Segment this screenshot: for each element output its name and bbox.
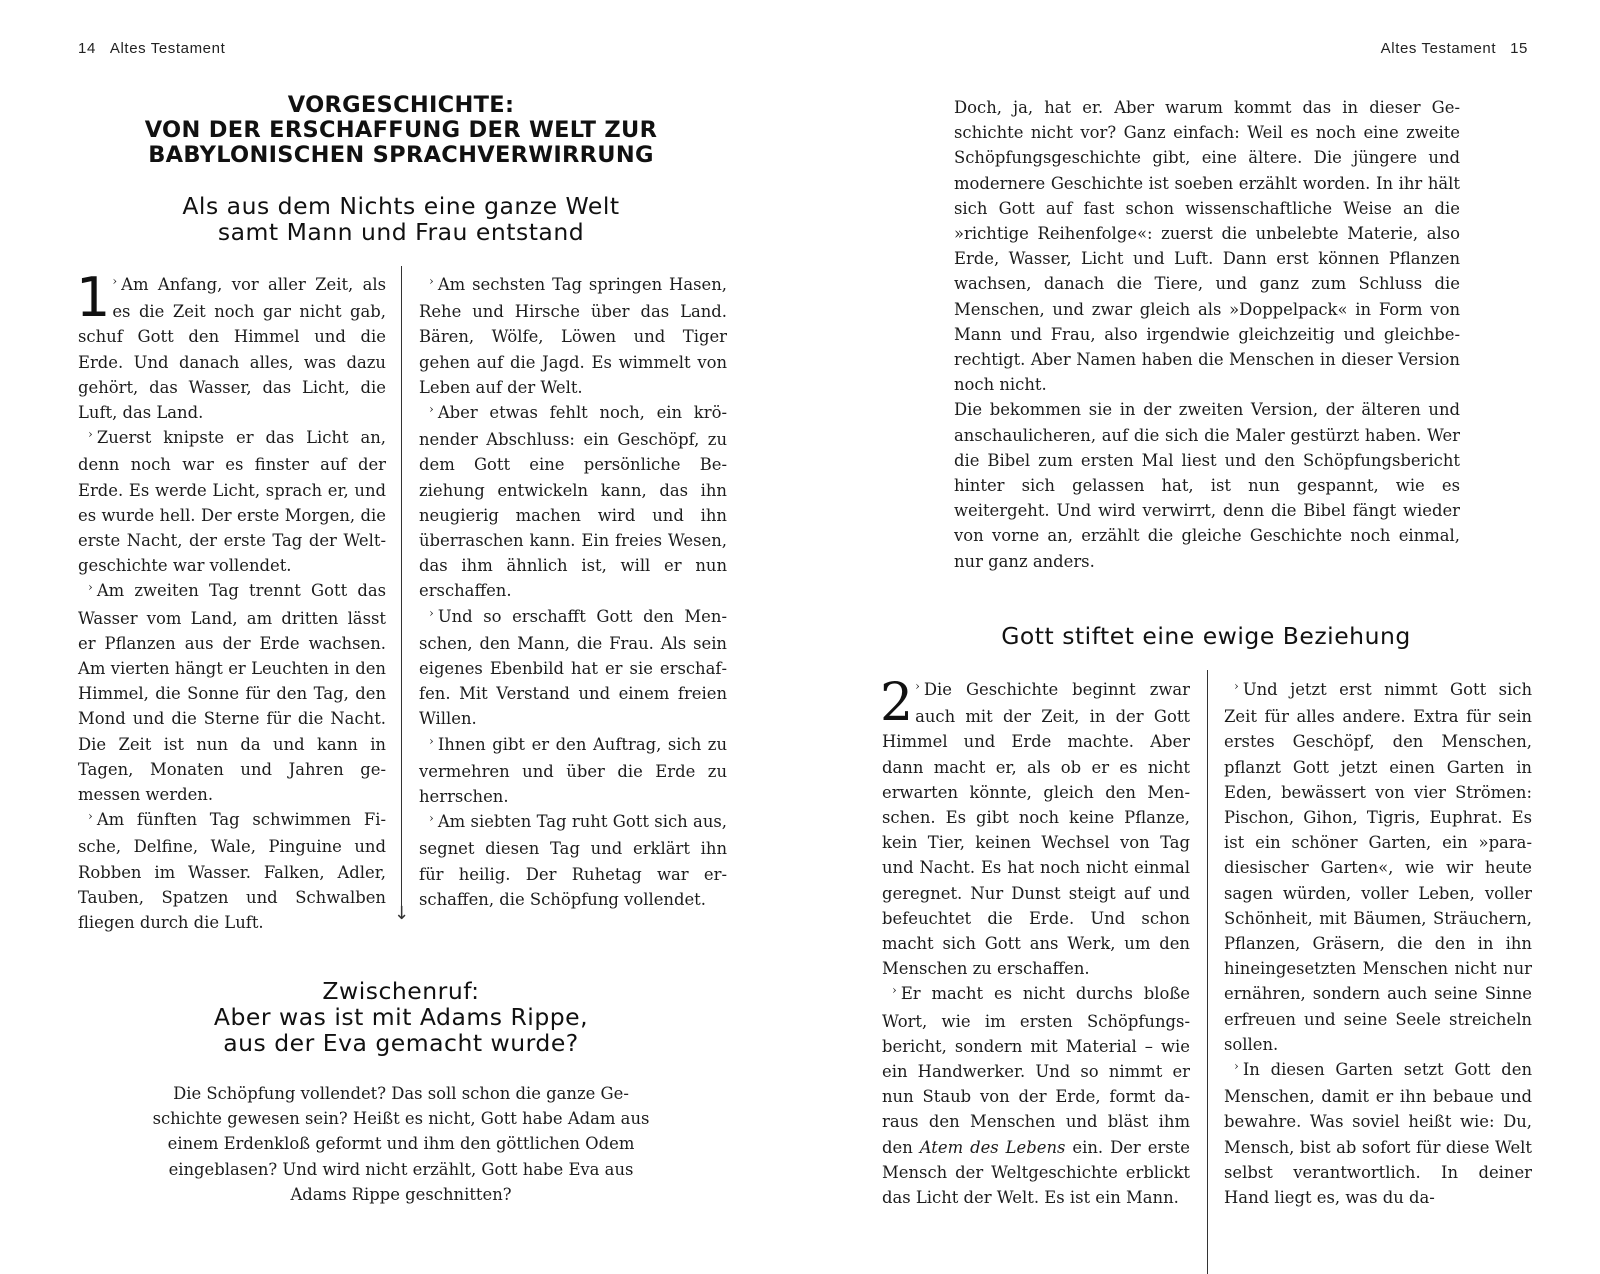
verse-marker: ›: [1234, 679, 1239, 693]
right-top-text: [954, 95, 1460, 574]
arrow-down-icon: ↓: [394, 903, 410, 924]
paragraph-text: Zuerst knipste er das Licht an, denn noch war es finster auf der Erde. Es werde Licht, sprach er, und es wurde hell. Der erste Morgen, die erste Nacht, der erste Tag der Weltgeschichte war vollendet.: [78, 428, 386, 576]
paragraph-text: Am siebten Tag ruht Gott sich aus, segnet diesen Tag und erklärt ihn für heilig. Der Ruhetag war erschaffen, die Schöpfung vollendet.: [419, 812, 727, 909]
paragraph: [882, 981, 1190, 1210]
paragraph: [419, 604, 727, 732]
paragraph-text: Ihnen gibt er den Auftrag, sich zu vermehren und über die Erde zu herrschen.: [419, 734, 727, 807]
section-title-line: Als aus dem Nichts eine ganze Welt: [182, 192, 620, 220]
paragraph: [1224, 677, 1532, 1057]
running-head-right-text: Altes Testament: [1380, 40, 1497, 57]
verse-marker: ›: [892, 983, 897, 998]
verse-marker: ›: [429, 402, 434, 417]
running-head-right: [1381, 40, 1528, 57]
paragraph-text: Am zweiten Tag trennt Gott das Wasser vom Land, am dritten lässt er Pflanzen aus der Erde wachsen. Am vierten hängt er Leuchten in den Himmel, die Sonne für den Tag, den Mond und die Sterne für die Nacht. Die Zeit ist nun da und kann in Tagen, Monaten und Jahren gemessen werden.: [78, 581, 386, 805]
interjection-title-line: aus der Eva gemacht wurde?: [223, 1029, 579, 1057]
interjection-title: [78, 978, 724, 1056]
column-divider-right: [1207, 670, 1208, 1274]
paragraph: [1224, 1057, 1532, 1210]
paragraph: [78, 807, 386, 935]
verse-marker: ›: [88, 809, 93, 824]
paragraph: Die Schöpfung vollendet? Das soll schon die ganze Geschichte gewesen sein? Heißt es nicht, Gott habe Adam aus einem Erdenkloß geformt und ihm den göttlichen Odem eingeblasen? Und wird nicht erzählt, Gott habe Eva aus Adams Rippe geschnitten?: [152, 1084, 650, 1204]
paragraph-text: Und jetzt erst nimmt Gott sich Zeit für alles andere. Extra für sein erstes Geschöpf, den Menschen, pflanzt Gott jetzt einen Garten in Eden, bewässert von vier Strömen: Pischon, Gihon, Tigris, Euphrat. Es ist ein schöner Garten, ein »paradiesischer Garten«, wie wir heute sagen würden, voller Leben, voller Schönheit, mit Bäumen, Sträuchern, Pflanzen, Gräsern, die den in ihn hineingesetzten Menschen nicht nur ernähren, sondern auch seine Sinne erfreuen und seine Seele streicheln sollen.: [1224, 680, 1532, 1054]
column-divider-left: [401, 266, 402, 914]
interjection-title-line: Zwischenruf:: [322, 977, 480, 1005]
verse-marker: ›: [429, 274, 434, 288]
paragraph: [419, 272, 727, 400]
left-column-2: [419, 272, 727, 912]
section-title-line: samt Mann und Frau entstand: [217, 218, 585, 246]
paragraph-text: Und so erschafft Gott den Menschen, den Mann, die Frau. Als sein eigenes Ebenbild hat er sie erschaffen. Mit Verstand und einem freien Willen.: [419, 606, 727, 729]
paragraph: [419, 732, 727, 810]
paragraph-text: Am sechsten Tag springen Hasen, Rehe und Hirsche über das Land. Bären, Wölfe, Löwen und Tiger gehen auf die Jagd. Es wimmelt von Leben auf der Welt.: [419, 275, 727, 397]
left-column-1: [76, 266, 386, 935]
paragraph: [78, 578, 386, 807]
verse-marker: ›: [915, 679, 920, 693]
page-number-left: 14: [78, 40, 96, 57]
paragraph-text: Die Geschichte beginnt zwar auch mit der Zeit, in der Gott Himmel und Erde machte. Aber dann macht er, als ob er es nicht erwarten könnte, gleich den Menschen. Es gibt noch keine Pflanze, kein Tier, keinen Wechsel von Tag und Nacht. Es hat noch nicht einmal geregnet. Nur Dunst steigt auf und befeuchtet die Erde. Und schon macht sich Gott ans Werk, um den Menschen zu erschaffen.: [882, 680, 1190, 979]
paragraph: [880, 673, 1190, 981]
interjection-title-line: Aber was ist mit Adams Rippe,: [213, 1003, 589, 1031]
paragraph: [78, 425, 386, 578]
paragraph-text: In diesen Garten setzt Gott den Menschen, damit er ihn bebaue und bewahre. Was soviel heißt wie: Du, Mensch, bist ab sofort für diese Welt selbst verantwortlich. In deiner Hand liegt es, was du da-: [1224, 1060, 1532, 1208]
running-head-left: [78, 40, 225, 57]
verse-marker: ›: [429, 605, 434, 620]
paragraph: Die bekommen sie in der zweiten Version, der älteren und anschaulicheren, auf die sich die Maler gestürzt haben. Wer die Bibel zum ersten Mal liest und den Schöpfungsbericht hinter sich gelassen hat, ist nun gespannt, wie es weitergeht. Und wird verwirrt, denn die Bibel fängt wieder von vorne an, erzählt die gleiche Geschichte noch einmal, nur ganz anders.: [954, 400, 1460, 571]
paragraph-text: Am Anfang, vor aller Zeit, als es die Zeit noch gar nicht gab, schuf Gott den Himmel und die Erde. Und danach alles, was dazu gehört, das Wasser, das Licht, die Luft, das Land.: [78, 275, 386, 423]
running-head-left-text: Altes Testament: [109, 40, 226, 57]
interjection-text: [148, 1081, 654, 1207]
paragraph-text: Er macht es nicht durchs bloße Wort, wie im ersten Schöpfungsbericht, sondern mit Material – wie ein Handwerker. Und so nimmt er nun Staub von der Erde, formt daraus den Menschen und bläst ihm den: [882, 984, 1190, 1157]
verse-marker: ›: [112, 274, 118, 288]
section-title-line: Gott stiftet eine ewige Beziehung: [1001, 622, 1411, 650]
verse-marker: ›: [429, 733, 434, 748]
chapter-title: [78, 93, 724, 168]
verse-marker: ›: [1234, 1059, 1239, 1074]
paragraph: Doch, ja, hat er. Aber warum kommt das in dieser Geschichte nicht vor? Ganz einfach: Weil es noch eine zweite Schöpfungsgeschichte gibt, eine ältere. Die jüngere und modernere Geschichte ist soeben erzählt worden. In ihr hält sich Gott auf fast schon wissenschaftliche Weise an die »richtige Reihenfolge«: zuerst die unbelebte Materie, also Erde, Wasser, Licht und Luft. Dann erst können Pflanzen wachsen, danach die Tiere, und ganz zum Schluss die Menschen, und zwar gleich als »Doppelpack« in Form von Mann und Frau, also irgendwie gleichzeitig und gleichberechtigt. Aber Namen haben die Menschen in dieser Version noch nicht.: [954, 98, 1460, 395]
paragraph-text: Aber etwas fehlt noch, ein krönender Abschluss: ein Geschöpf, zu dem Gott eine persönliche Beziehung entwickeln kann, das ihn neugierig machen wird und ihn überraschen kann. Ein freies Wesen, das ihm ähnlich ist, will er nun erschaffen.: [419, 403, 727, 601]
right-column-1: [880, 673, 1190, 1210]
chapter-number-1: 1: [76, 266, 111, 329]
chapter-title-line: VON DER ERSCHAFFUNG DER WELT ZUR: [144, 117, 658, 143]
section-title-right: [880, 623, 1532, 649]
paragraph: [419, 400, 727, 604]
verse-marker: ›: [88, 427, 93, 442]
page-number-right: 15: [1510, 40, 1528, 57]
chapter-title-line: VORGESCHICHTE:: [287, 92, 515, 118]
verse-marker: ›: [88, 580, 93, 595]
right-column-2: [1224, 677, 1532, 1210]
section-title-left: [78, 193, 724, 245]
paragraph: [419, 809, 727, 912]
chapter-title-line: BABYLONISCHEN SPRACHVERWIRRUNG: [148, 142, 654, 168]
paragraph-text: ein. Der erste Mensch der Weltgeschichte erblickt das Licht der Welt. Es ist ein Mann.: [882, 1137, 1190, 1208]
verse-marker: ›: [429, 811, 434, 826]
italic-phrase: Atem des Lebens: [919, 1137, 1066, 1157]
paragraph: [76, 266, 386, 425]
paragraph-text: Am fünften Tag schwimmen Fische, Delfine, Wale, Pinguine und Robben im Wasser. Falken, Adler, Tauben, Spatzen und Schwalben fliegen durch die Luft.: [78, 810, 386, 933]
chapter-number-2: 2: [880, 673, 914, 733]
